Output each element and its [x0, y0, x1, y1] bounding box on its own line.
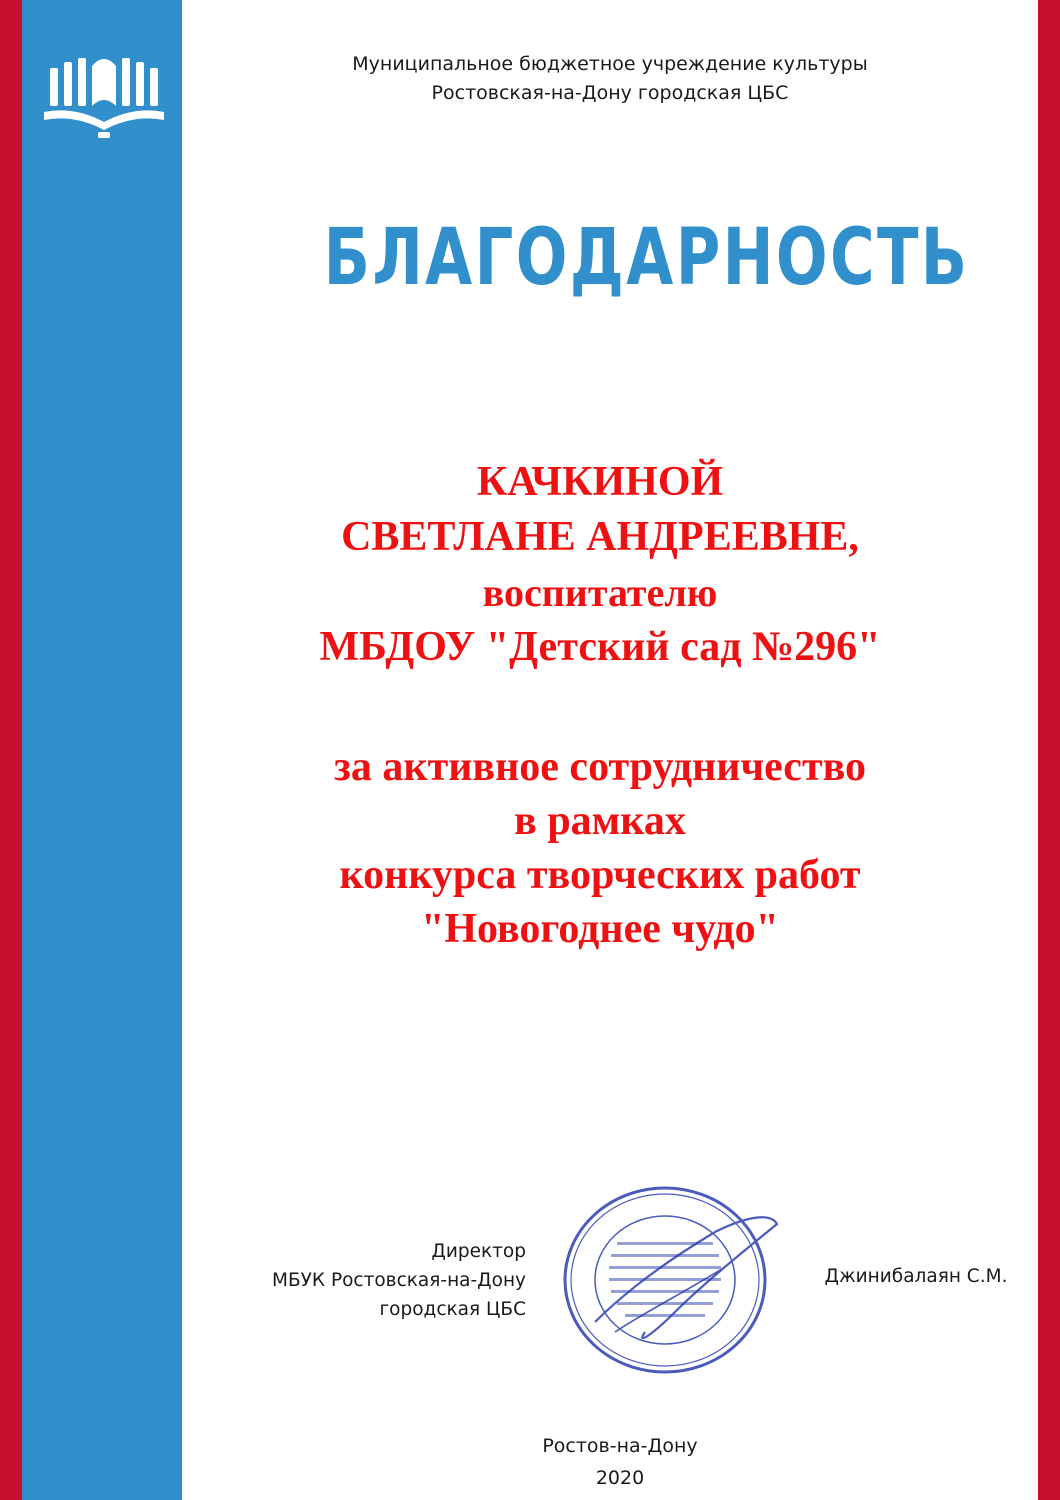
org-line-1: Муниципальное бюджетное учреждение культуры — [352, 53, 868, 75]
certificate-title: БЛАГОДАРНОСТЬ — [323, 213, 970, 303]
recipient-position: воспитателю — [482, 570, 718, 615]
left-red-border — [0, 0, 22, 1500]
footer-year: 2020 — [595, 1467, 645, 1489]
footer-city: Ростов-на-Дону — [542, 1435, 698, 1457]
reason-line-3: конкурса творческих работ — [339, 852, 861, 898]
director-position-line-2: МБУК Ростовская-на-Дону — [272, 1270, 526, 1291]
footer — [470, 1430, 770, 1494]
reason-line-4: "Новогоднее чудо" — [421, 906, 779, 952]
org-line-2: Ростовская-на-Дону городская ЦБС — [431, 82, 789, 104]
right-red-border — [1038, 0, 1060, 1500]
director-name: Джинибалаян С.М. — [824, 1266, 1008, 1287]
official-stamp-with-signature — [555, 1172, 785, 1382]
recipient-surname: КАЧКИНОЙ — [476, 459, 724, 505]
library-book-logo-icon — [40, 48, 168, 158]
recipient-block — [220, 455, 980, 675]
organization-header — [260, 50, 960, 108]
reason-block — [220, 740, 980, 956]
reason-line-2: в рамках — [514, 798, 686, 844]
recipient-organization: МБДОУ "Детский сад №296" — [319, 624, 881, 670]
blue-side-stripe — [22, 0, 182, 1500]
director-position-line-3: городская ЦБС — [379, 1299, 526, 1320]
reason-line-1: за активное сотрудничество — [334, 744, 866, 790]
recipient-name: СВЕТЛАНЕ АНДРЕЕВНЕ, — [341, 514, 859, 560]
director-position — [200, 1237, 526, 1324]
director-position-line-1: Директор — [431, 1241, 526, 1262]
